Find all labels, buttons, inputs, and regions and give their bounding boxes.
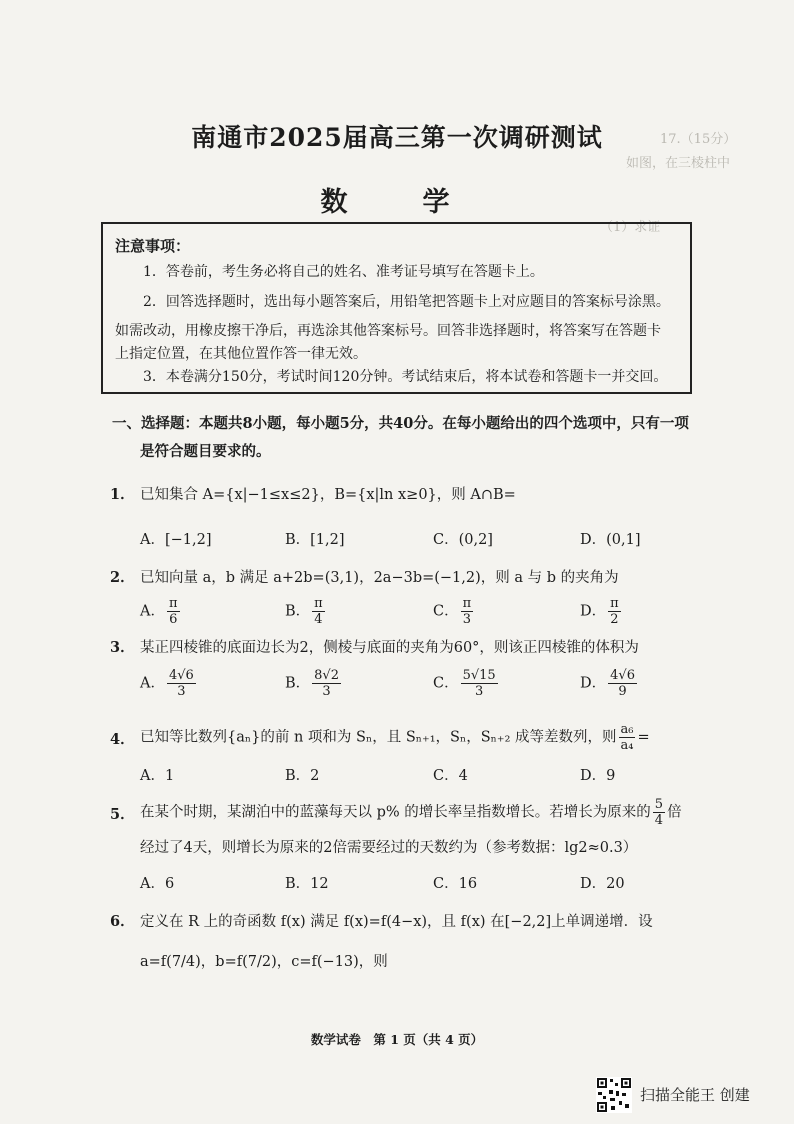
- denominator: 6: [169, 612, 178, 627]
- fraction: [608, 596, 621, 627]
- numerator: π: [462, 596, 472, 611]
- fraction: [167, 668, 196, 699]
- numerator: 4√6: [610, 668, 635, 683]
- question-text: 某正四棱锥的底面边长为2，侧棱与底面的夹角为60°，则该正四棱锥的体积为: [140, 640, 639, 656]
- question-number: 1．: [110, 486, 135, 503]
- question-text: 已知集合 A={x|−1≤x≤2}，B={x|ln x≥0}，则 A∩B=: [140, 487, 516, 503]
- option-b: B．[1,2]: [285, 532, 345, 548]
- option-label: D．: [580, 675, 607, 692]
- notice-item: 上指定位置，在其他位置作答一律无效。: [115, 346, 367, 362]
- fraction: [653, 797, 665, 828]
- denominator: 3: [177, 684, 186, 699]
- question-number: 2．: [110, 569, 135, 586]
- option-label: C．: [433, 675, 459, 692]
- numerator: 8√2: [314, 668, 339, 683]
- option-a: A．[−1,2]: [140, 532, 212, 548]
- numerator: 4√6: [168, 668, 194, 683]
- option-c: C．4: [433, 768, 468, 784]
- denominator: 3: [462, 612, 472, 627]
- option-d: D．9: [580, 768, 616, 784]
- fraction: [312, 596, 325, 627]
- numerator: π: [610, 596, 619, 611]
- option-d: D．(0,1]: [580, 532, 641, 548]
- numerator: a₆: [620, 722, 634, 737]
- denominator: 3: [322, 684, 331, 699]
- question-number: 6．: [110, 913, 135, 930]
- bleed-through-text: 17.（15分）: [660, 132, 737, 147]
- fraction: [312, 668, 341, 699]
- option-c: C．(0,2]: [433, 532, 493, 548]
- denominator: a₄: [620, 738, 634, 753]
- notice-box: [101, 222, 692, 394]
- option-label: D．: [580, 603, 607, 620]
- notice-item: 1．答卷前，考生务必将自己的姓名、准考证号填写在答题卡上。: [143, 264, 544, 280]
- numerator: 5√15: [462, 668, 496, 683]
- question-text-part: 倍: [667, 804, 682, 821]
- option-a: A．1: [140, 768, 175, 784]
- exam-title: 南通市2025届高三第一次调研测试: [191, 123, 603, 152]
- question-text-part: 已知等比数列{aₙ}的前 n 项和为 Sₙ，且 Sₙ₊₁，Sₙ，Sₙ₊₂ 成等差数列，则: [140, 729, 617, 746]
- fraction: [167, 596, 180, 627]
- notice-item: 如需改动，用橡皮擦干净后，再选涂其他答案标号。回答非选择题时，将答案写在答题卡: [115, 323, 661, 339]
- section-heading: 一、选择题：本题共8小题，每小题5分，共40分。在每小题给出的四个选项中，只有一项: [112, 415, 689, 432]
- denominator: 4: [654, 813, 664, 828]
- option-label: C．: [433, 603, 459, 620]
- fraction: [461, 668, 498, 699]
- question-text-line2: a=f(7/4)，b=f(7/2)，c=f(−13)，则: [140, 954, 388, 970]
- subject-title: 数 学: [320, 187, 474, 218]
- notice-item: 3．本卷满分150分，考试时间120分钟。考试结束后，将本试卷和答题卡一并交回。: [143, 369, 668, 385]
- section-heading-cont: 是符合题目要求的。: [140, 443, 271, 460]
- numerator: 5: [654, 797, 664, 812]
- question-text-part: 在某个时期，某湖泊中的蓝藻每天以 p% 的增长率呈指数增长。若增长为原来的: [140, 804, 651, 821]
- denominator: 4: [314, 612, 323, 627]
- option-b: [285, 668, 343, 699]
- question-number: 3．: [110, 639, 135, 656]
- scanner-brand: 扫描全能王 创建: [640, 1086, 750, 1104]
- question-text: 定义在 R 上的奇函数 f(x) 满足 f(x)=f(4−x)，且 f(x) 在[−2,2]上单调递增．设: [140, 914, 653, 930]
- option-a: [140, 668, 198, 699]
- numerator: π: [314, 596, 323, 611]
- option-a: A．6: [140, 876, 175, 892]
- qr-code-icon: [596, 1077, 632, 1113]
- question-text: [140, 797, 682, 828]
- option-c: [433, 668, 500, 699]
- numerator: π: [168, 596, 178, 611]
- fraction: [608, 668, 637, 699]
- fraction: [461, 596, 474, 627]
- question-number: 4．: [110, 731, 135, 748]
- question-text: 已知向量 a，b 满足 a+2b=(3,1)，2a−3b=(−1,2)，则 a 与 b 的夹角为: [140, 570, 619, 586]
- option-label: B．: [285, 675, 311, 692]
- question-number: 5．: [110, 806, 135, 823]
- option-c: C．16: [433, 876, 478, 892]
- denominator: 2: [610, 612, 619, 627]
- fraction: [619, 722, 636, 753]
- option-b: [285, 596, 327, 627]
- option-b: B．12: [285, 876, 329, 892]
- option-d: [580, 596, 623, 627]
- notice-heading: 注意事项：: [115, 237, 191, 255]
- option-label: B．: [285, 603, 311, 620]
- page-footer: 数学试卷 第 1 页（共 4 页）: [310, 1032, 484, 1047]
- option-c: [433, 596, 475, 627]
- option-a: [140, 596, 182, 627]
- denominator: 9: [618, 684, 627, 699]
- option-label: A．: [140, 675, 165, 692]
- option-d: D．20: [580, 876, 625, 892]
- question-text-part: =: [637, 729, 650, 746]
- option-b: B．2: [285, 768, 320, 784]
- notice-item: 2．回答选择题时，选出每小题答案后，用铅笔把答题卡上对应题目的答案标号涂黑。: [143, 294, 670, 310]
- option-label: A．: [140, 603, 165, 620]
- option-d: [580, 668, 639, 699]
- denominator: 3: [475, 684, 484, 699]
- bleed-through-text: （1）求证: [600, 220, 661, 235]
- question-text-line2: 经过了4天，则增长为原来的2倍需要经过的天数约为（参考数据：lg2≈0.3）: [140, 840, 638, 856]
- question-text: [140, 722, 650, 753]
- bleed-through-text: 如图，在三棱柱中: [626, 156, 731, 171]
